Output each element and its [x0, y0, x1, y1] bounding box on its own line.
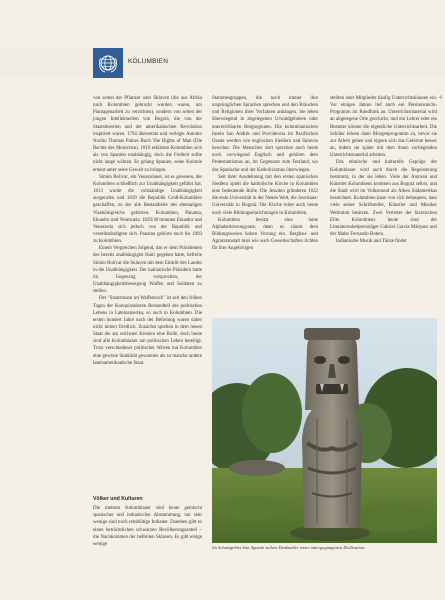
text-column-1 [93, 95, 202, 367]
paragraph: Der "Staatsmann im Waffenrock" ist seit den frühen Tagen der Konquistadoren Bestandteil des politischen Lebens in Lateinamerika, so auch in Kolumbien. Die ersten hundert Jahre nach der Befreiung waren daher nicht immer friedlich. Zunächst spielten in dem neuen Staat die am reichsten Kreolen eine Rolle, doch heute sind alle Kolumbianer am politischen Leben beteiligt. Trotz verschiedener politischer Wirren hat Kolumbien eine gewisse Stabilität gewonnen als so manche andere lateinamerikanische Staat. [93, 296, 202, 366]
section-heading: Völker und Kulturen [93, 496, 143, 502]
paragraph: Seit ihrer Ausdehnung mit den ersten spanischen Siedlern spielt die katholische Kirche in Kolumbien eine bedeutende Rolle. Die Jesuiten gründeten 1622 die erste Universität in der Neuen Welt, die Javeriana-Universität in Bogotá. Die Kirche leitet auch heute noch viele Bildungseinrichtungen in Kolumbien. [212, 174, 318, 216]
paragraph: Stammesgruppen, die noch immer ihre ursprünglichen Sprachen sprechen und den Bräuchen und Religionen ihrer Vorfahren anhängen. Sie leben überwiegend in abgelegenen Urwaldgebieten oder unerreichbaren Bergregionen. Die kolumbianischen Inseln San Andrés und Providencia im Pazifischen Ozean werden von englischen Siedlern und Sklaven bewohnt. Die Menschen dort sprechen auch heute noch vorwiegend Englisch und gehören dem Protestantismus an, im Gegensatz zum Festland, wo das Spanische und der Katholizismus überwiegen. [212, 96, 318, 173]
text-column-1-section [93, 496, 202, 548]
statue-illustration [212, 318, 437, 543]
page-title: KOLUMBIEN [128, 58, 169, 65]
paragraph: Die meisten Kolumbianer sind heute gemischt spanischer und indianischer Abstammung; nur sehr wenige sind noch reinblütige Indianer. Daneben gibt es einen beträchtlichen schwarzen Bevölkerungsanteil – die Nachkommen der befreiten Sklaven. Es gibt einige wenige [93, 506, 202, 547]
header-bar [0, 48, 445, 78]
unicef-logo [93, 48, 123, 78]
paragraph: von seiten der Pflanzer oder Sklaven (die aus Afrika nach Kolumbien gebracht worden waren, um Plantagenarbeit zu verrichten), sondern von seiten der jungen Intellektuellen von Bogotá, die von der Staatstheorien und der amerikanischen Revolution inspiriert waren. 1794 übersetzte und verlegte Antonio Nariño Thomas Paines Buch The Rights of Man (Die Rechte des Menschen). 1810 erklärten Kolumbien sich als von Spanien unabhängig, doch die Freiheit sollte nicht lange währen. Es gelang Spanien, seine Kolonie erneut unter seine Gewalt zu bringen. [93, 96, 202, 173]
paragraph: Simón Bolívar, ein Venezolaner, ist es gewesen, der Kolumbien schließlich zur Unabhängigkeit geführt hat. 1813 wurde die vollständige Unabhängigkeit ausgerufen und 1819 die Republik Groß-Kolumbien geschaffen, zu der alle Bestandteile des ehemaligen Vizekönigreichs gehörten: Kolumbien, Panama, Ekuador und Venezuela. 1829/30 trennten Ekuador und Venezuela sich jedoch von der Republik und verselbständigten sich. Panama gehörte noch bis 1903 zu Kolumbien. [93, 174, 202, 245]
text-column-3 [330, 95, 437, 245]
photo-caption: Im Schutzgebiet San Agustín stehen Denkmäler einer untergegangenen Zivilisation. [212, 545, 366, 550]
text-column-2 [212, 95, 318, 252]
paragraph: Kolumbien besitzt eine hohe Alphabetisierungsrate, denn es räumt dem Bildungswesen hohen Vorrang ein. Bergbau- und Agrararanstalt man wie auch Gewerkschaften richten für ihre Angehörigen [212, 217, 318, 252]
page-marker: 4 [439, 95, 442, 101]
paragraph: Indianische Musik und Tänze findet [336, 239, 407, 245]
statue-photo [212, 318, 437, 543]
globe-icon [97, 52, 119, 74]
paragraph: stellten oder Mitglieder häufig Unterrichtsklassen ein. Vor einigen Jahren lief auch ein Pensionsnicht-Programm im Rundfunk an. Unterrichtsmaterial wird an abgelegene Orte geschickt, und ein Lehrer oder ein Beamter könnte die eigentliche Unterrichtsarbeit. Die Schüler lehren dann Morgenprogramm zu, bevor sie zur Arbeit gehen und eignen sich das Gelernte besser an, indem sie später mit dem ihnen vorliegenden Unterrichtsmaterial arbeiten. [330, 96, 437, 159]
paragraph: Das ethnische und kulturelle Gepräge der Kolumbianer wird auch durch die Begeisterung bestimmt, in der sie leben. Viele der Autoren und Künstler Kolumbiens kommen aus Bogotá selbst, und die Stadt wird im Volksmund als Athen Südamerikas bezeichnet. Kolumbien kann von sich behaupten, dass viele seiner Schriftsteller, Künstler und Musiker Weltruhm besitzen. Zwei Vertreter der klassischen Elite Kolumbiens heute sind der Literaturnobelpreisträger Gabriel García Márquez und der Maler Fernando Botero. [330, 160, 437, 237]
paragraph: Einem Vergreichen folgend, das er dem Präsidenten des bereits unabhängigen Haiti gegeben hatte, befreite Simón Bolívar die Sklaven mit dem Eintritt des Landes in die Unabhängigkeit. Der haitianische Präsident hatte im Gegenzug versprochen, der Unabhängigkeitsbewegung Waffen und Soldaten zu stellen. [93, 246, 202, 295]
